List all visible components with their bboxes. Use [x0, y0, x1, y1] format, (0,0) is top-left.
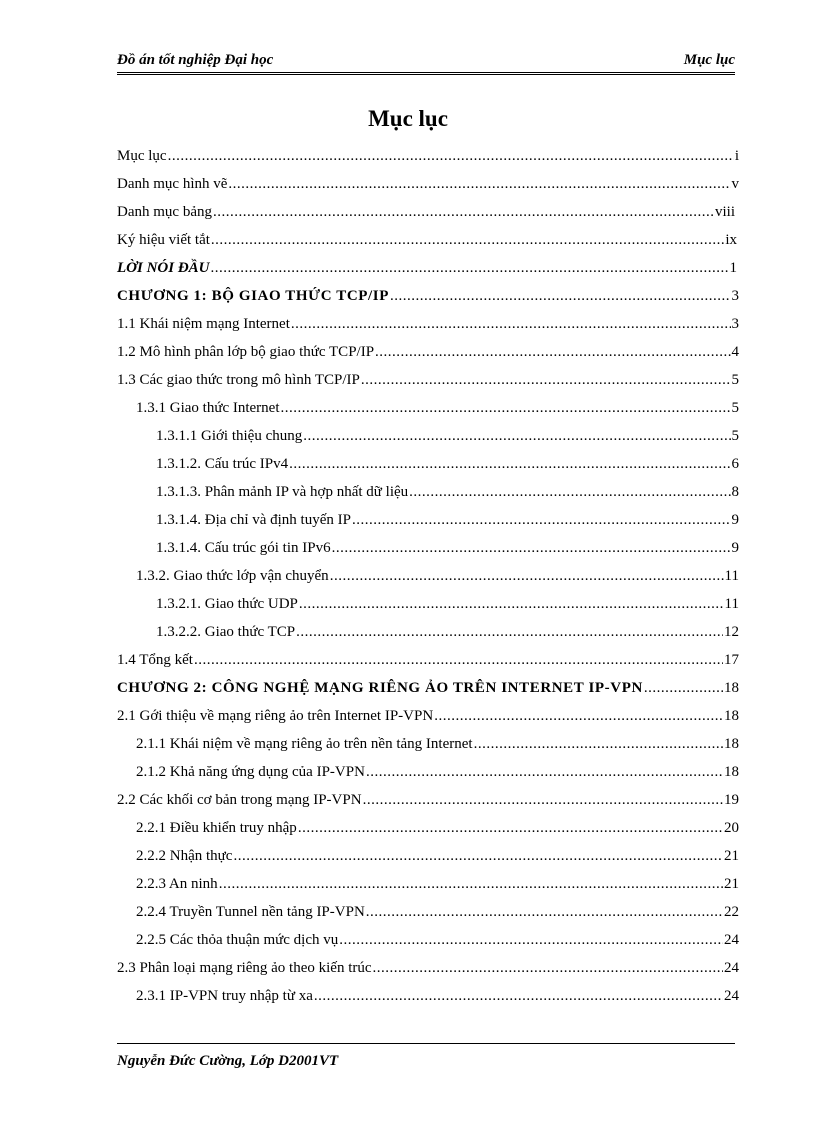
- toc-label: Ký hiệu viết tắt: [117, 232, 210, 248]
- toc-page-number: 5: [731, 372, 739, 388]
- toc-label: LỜI NÓI ĐẦU: [117, 260, 210, 276]
- toc-entry-1-3-2-2[interactable]: [156, 624, 739, 644]
- toc-entry-2-2-2[interactable]: [136, 848, 739, 868]
- toc-page-number: 24: [724, 960, 739, 976]
- toc-entry-danh-muc-bang[interactable]: [117, 204, 735, 224]
- toc-label: Mục lục: [117, 148, 167, 164]
- toc-entry-1-2[interactable]: [117, 344, 739, 364]
- toc-entry-loi-noi-dau[interactable]: [117, 260, 737, 280]
- toc-entry-1-3-1-4-b[interactable]: [156, 540, 739, 560]
- toc-leader: [366, 904, 723, 921]
- toc-label: 1.3.2. Giao thức lớp vận chuyển: [136, 568, 329, 584]
- toc-leader: [332, 540, 731, 557]
- toc-entry-2-1[interactable]: [117, 708, 739, 728]
- toc-entry-2-2-3[interactable]: [136, 876, 739, 896]
- toc-label: 2.2.5 Các thỏa thuận mức dịch vụ: [136, 932, 339, 948]
- toc-leader: [298, 820, 723, 837]
- toc-page-number: 18: [724, 764, 739, 780]
- toc-page-number: 4: [731, 344, 739, 360]
- header-section-title: Mục lục: [683, 52, 735, 68]
- toc-page-number: 17: [724, 652, 739, 668]
- running-footer-author: Nguyễn Đức Cường, Lớp D2001VT: [117, 1053, 339, 1069]
- toc-label: 1.3.1.3. Phân mảnh IP và hợp nhất dữ liệu: [156, 484, 409, 500]
- toc-page-number: 1: [729, 260, 737, 276]
- toc-label: 1.4 Tổng kết: [117, 652, 193, 668]
- toc-page-number: 21: [724, 848, 739, 864]
- toc-entry-1-3-1-1[interactable]: [156, 428, 739, 448]
- toc-page-number: 11: [724, 596, 739, 612]
- toc-page-number: 8: [731, 484, 739, 500]
- toc-page-number: 24: [724, 988, 739, 1004]
- toc-entry-chapter-2[interactable]: [117, 680, 739, 700]
- toc-label: 2.2.2 Nhận thực: [136, 848, 233, 864]
- toc-page-number: 19: [724, 792, 739, 808]
- toc-entry-2-1-2[interactable]: [136, 764, 739, 784]
- toc-leader: [211, 232, 724, 249]
- toc-leader: [339, 932, 723, 949]
- toc-entry-danh-muc-hinh-ve[interactable]: [117, 176, 739, 196]
- toc-entry-1-3-2[interactable]: [136, 568, 739, 588]
- toc-leader: [296, 624, 723, 641]
- page-title: Mục lục: [368, 106, 448, 131]
- toc-leader: [233, 848, 723, 865]
- toc-entry-1-3-1[interactable]: [136, 400, 739, 420]
- toc-leader: [314, 988, 723, 1005]
- toc-entry-2-3[interactable]: [117, 960, 739, 980]
- toc-label: Danh mục hình vẽ: [117, 176, 228, 192]
- toc-entry-2-3-1[interactable]: [136, 988, 739, 1008]
- toc-page-number: 20: [724, 820, 739, 836]
- toc-label: 1.3.1.4. Địa chỉ và định tuyến IP: [156, 512, 351, 528]
- toc-label: 2.2.4 Truyền Tunnel nền tảng IP-VPN: [136, 904, 365, 920]
- toc-entry-1-3-1-3[interactable]: [156, 484, 739, 504]
- toc-page-number: 24: [724, 932, 739, 948]
- toc-entry-1-3-1-4-a[interactable]: [156, 512, 739, 532]
- toc-leader: [228, 176, 730, 193]
- toc-label: 2.1.2 Khả năng ứng dụng của IP-VPN: [136, 764, 365, 780]
- toc-entry-1-4[interactable]: [117, 652, 739, 672]
- toc-page-number: 6: [731, 456, 739, 472]
- toc-entry-chapter-1[interactable]: [117, 288, 739, 308]
- toc-page-number: i: [734, 148, 739, 164]
- toc-leader: [474, 736, 723, 753]
- toc-label: CHƯƠNG 2: CÔNG NGHỆ MẠNG RIÊNG ẢO TRÊN INTERNET IP-VPN: [117, 680, 643, 696]
- toc-label: Danh mục bảng: [117, 204, 212, 220]
- toc-label: 1.3.1 Giao thức Internet: [136, 400, 280, 416]
- toc-leader: [219, 876, 723, 893]
- toc-leader: [289, 456, 730, 473]
- toc-page-number: ix: [725, 232, 737, 248]
- toc-entry-2-2-5[interactable]: [136, 932, 739, 952]
- toc-label: 1.3 Các giao thức trong mô hình TCP/IP: [117, 372, 360, 388]
- toc-label: 1.3.1.4. Cấu trúc gói tin IPv6: [156, 540, 331, 556]
- toc-leader: [361, 372, 731, 389]
- toc-page-number: 9: [731, 512, 739, 528]
- toc-leader: [373, 960, 723, 977]
- toc-page-number: 5: [731, 428, 739, 444]
- toc-entry-1-3-2-1[interactable]: [156, 596, 739, 616]
- toc-page-number: v: [731, 176, 739, 192]
- toc-entry-1-1[interactable]: [117, 316, 739, 336]
- toc-page-number: 21: [724, 876, 739, 892]
- toc-leader: [299, 596, 724, 613]
- toc-label: 1.3.2.2. Giao thức TCP: [156, 624, 296, 640]
- toc-entry-2-2-1[interactable]: [136, 820, 739, 840]
- toc-label: 2.2.1 Điều khiển truy nhập: [136, 820, 297, 836]
- toc-leader: [644, 680, 723, 697]
- toc-page-number: 18: [724, 680, 739, 696]
- running-header: [117, 52, 735, 75]
- toc-label: CHƯƠNG 1: BỘ GIAO THỨC TCP/IP: [117, 288, 389, 304]
- toc-page-number: 12: [724, 624, 739, 640]
- toc-leader: [375, 344, 730, 361]
- toc-label: 1.3.2.1. Giao thức UDP: [156, 596, 298, 612]
- toc-page-number: 3: [731, 316, 739, 332]
- toc-label: 2.2 Các khối cơ bản trong mạng IP-VPN: [117, 792, 362, 808]
- toc-entry-2-1-1[interactable]: [136, 736, 739, 756]
- toc-page-number: 11: [724, 568, 739, 584]
- toc-page-number: 9: [731, 540, 739, 556]
- toc-entry-2-2[interactable]: [117, 792, 739, 812]
- toc-leader: [352, 512, 731, 529]
- toc-leader: [363, 792, 723, 809]
- toc-leader: [211, 260, 729, 277]
- toc-page-number: viii: [714, 204, 735, 220]
- toc-entry-1-3-1-2[interactable]: [156, 456, 739, 476]
- header-document-title: Đồ án tốt nghiệp Đại học: [117, 52, 274, 68]
- toc-leader: [390, 288, 731, 305]
- toc-label: 1.1 Khái niệm mạng Internet: [117, 316, 290, 332]
- footer-divider: [117, 1043, 735, 1044]
- toc-label: 1.3.1.2. Cấu trúc IPv4: [156, 456, 289, 472]
- toc-leader: [303, 428, 730, 445]
- toc-label: 1.3.1.1 Giới thiệu chung: [156, 428, 303, 444]
- toc-page-number: 18: [724, 708, 739, 724]
- toc-label: 2.2.3 An ninh: [136, 876, 218, 892]
- toc-label: 2.3.1 IP-VPN truy nhập từ xa: [136, 988, 313, 1004]
- toc-entry-1-3[interactable]: [117, 372, 739, 392]
- toc-page-number: 22: [724, 904, 739, 920]
- toc-leader: [194, 652, 723, 669]
- toc-leader: [330, 568, 724, 585]
- toc-label: 2.1.1 Khái niệm về mạng riêng ảo trên nền tảng Internet: [136, 736, 473, 752]
- toc-leader: [291, 316, 731, 333]
- toc-leader: [434, 708, 723, 725]
- toc-leader: [213, 204, 714, 221]
- toc-leader: [168, 148, 734, 165]
- toc-leader: [281, 400, 731, 417]
- toc-entry-2-2-4[interactable]: [136, 904, 739, 924]
- toc-entry-muc-luc[interactable]: [117, 148, 739, 168]
- toc-page-number: 3: [731, 288, 739, 304]
- toc-leader: [366, 764, 723, 781]
- toc-label: 2.1 Gới thiệu về mạng riêng ảo trên Internet IP-VPN: [117, 708, 434, 724]
- toc-label: 1.2 Mô hình phân lớp bộ giao thức TCP/IP: [117, 344, 375, 360]
- toc-page-number: 18: [724, 736, 739, 752]
- toc-label: 2.3 Phân loại mạng riêng ảo theo kiến trúc: [117, 960, 372, 976]
- toc-leader: [409, 484, 730, 501]
- toc-entry-ky-hieu-viet-tat[interactable]: [117, 232, 737, 252]
- toc-page-number: 5: [731, 400, 739, 416]
